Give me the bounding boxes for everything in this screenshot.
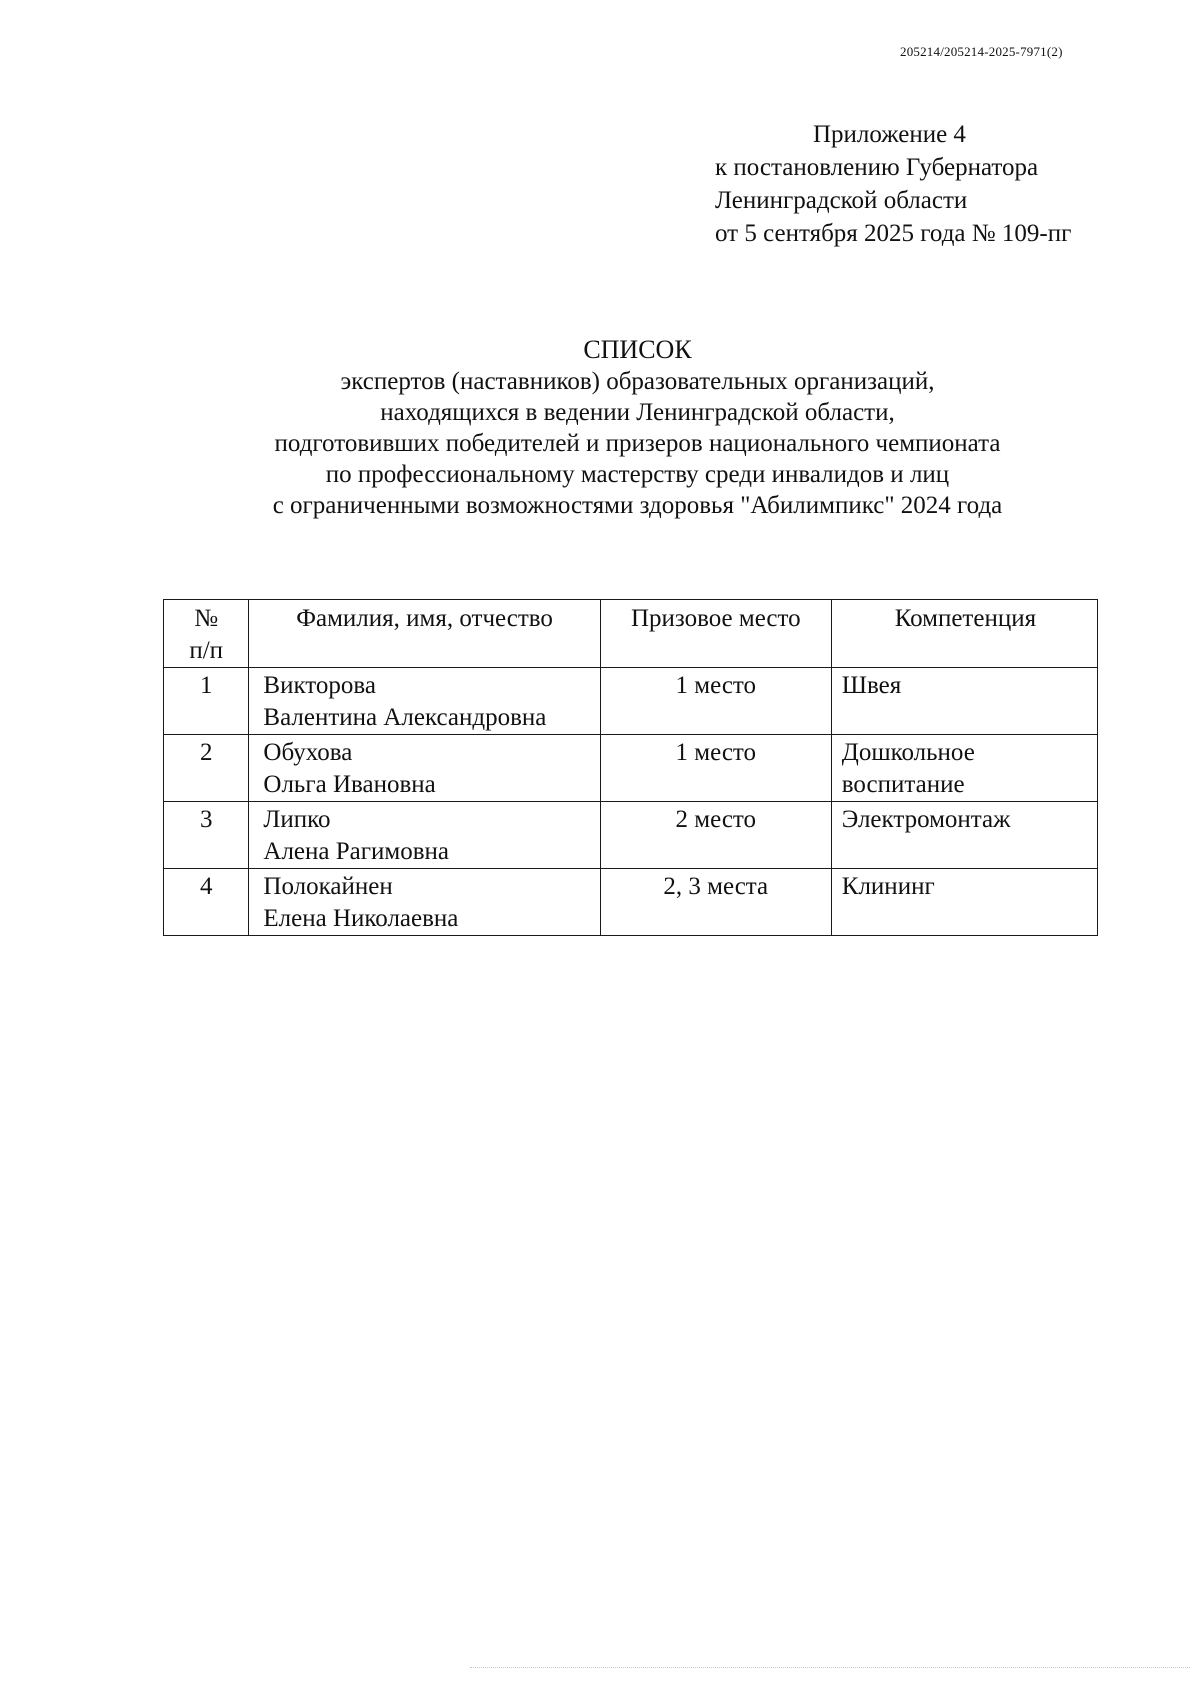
list-title: СПИСОК [583, 335, 692, 364]
cell-competence-line: Швея [841, 672, 902, 699]
header-number-abbr: п/п [189, 637, 224, 664]
cell-given-names: Елена Николаевна [263, 905, 459, 932]
cell-competence [831, 668, 1097, 735]
table-row [164, 869, 1098, 936]
subtitle-line: с ограниченными возможностями здоровья "Абилимпикс" 2024 года [272, 492, 1003, 519]
cell-surname: Липко [263, 806, 331, 833]
document-id: 205214/205214-2025-7971(2) [900, 44, 1063, 59]
cell-surname: Викторова [263, 672, 376, 699]
cell-name [249, 869, 600, 936]
cell-given-names: Валентина Александровна [263, 704, 547, 731]
cell-number: 1 [164, 668, 249, 735]
subtitle-line: по профессиональному мастерству среди инвалидов и лиц [325, 461, 950, 488]
appendix-line: к постановлению Губернатора [715, 154, 1039, 181]
subtitle-line: подготовивших победителей и призеров национального чемпионата [274, 430, 1001, 457]
cell-surname: Обухова [263, 739, 353, 766]
subtitle-line: находящихся в ведении Ленинградской области, [380, 399, 895, 426]
cell-number: 3 [164, 802, 249, 869]
cell-competence-line: Электромонтаж [841, 806, 1011, 833]
table-row [164, 735, 1098, 802]
cell-given-names: Алена Рагимовна [263, 838, 449, 865]
cell-competence-line: Клининг [841, 873, 935, 900]
cell-competence-line: Дошкольное [841, 739, 975, 766]
appendix-line: Ленинградской области [715, 187, 968, 214]
header-place: Призовое место [600, 600, 831, 668]
cell-number: 4 [164, 869, 249, 936]
table-header-row [164, 600, 1098, 668]
table-row [164, 668, 1098, 735]
header-number [164, 600, 249, 668]
cell-name [249, 668, 600, 735]
cell-name [249, 735, 600, 802]
appendix-header [715, 118, 1071, 250]
header-competence: Компетенция [831, 600, 1097, 668]
cell-competence [831, 802, 1097, 869]
scan-artifact-line [470, 1667, 1190, 1668]
cell-given-names: Ольга Ивановна [263, 771, 436, 798]
header-number-symbol: № [194, 605, 219, 632]
cell-surname: Полокайнен [263, 873, 393, 900]
cell-place: 2 место [600, 802, 831, 869]
table-row [164, 802, 1098, 869]
cell-number: 2 [164, 735, 249, 802]
cell-place: 1 место [600, 735, 831, 802]
header-name: Фамилия, имя, отчество [249, 600, 600, 668]
appendix-line: от 5 сентября 2025 года № 109-пг [715, 220, 1072, 247]
cell-place: 1 место [600, 668, 831, 735]
cell-competence [831, 869, 1097, 936]
subtitle-line: экспертов (наставников) образовательных организаций, [340, 368, 935, 395]
cell-name [249, 802, 600, 869]
experts-table [163, 599, 1098, 936]
cell-competence-line: воспитание [841, 771, 965, 798]
list-title-block [160, 334, 1115, 521]
cell-place: 2, 3 места [600, 869, 831, 936]
appendix-line: Приложение 4 [813, 121, 966, 148]
cell-competence [831, 735, 1097, 802]
